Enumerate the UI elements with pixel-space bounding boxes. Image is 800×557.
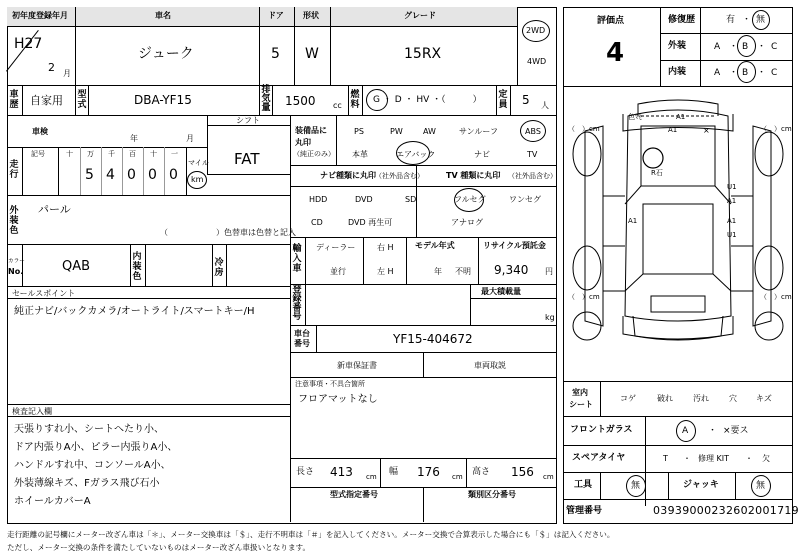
sales-point-label: セールスポイント [12,289,76,298]
ext-grade-c: C [771,42,778,52]
door-label: ドア [268,11,284,20]
diagram-mark-0: 色ﾏｾ [628,113,642,121]
car-name-label: 車名 [155,11,171,20]
diagram-cm-2: （ ）cm [568,293,600,301]
shift-value: FAT [234,150,260,168]
seat-opt-yabure: 破れ [657,394,673,403]
spare-opt-kit: 修理 KIT [698,454,730,463]
inspection-line-0: 天張りすれ小、シートへたり小、 [14,424,164,435]
int-grade-sep1: ・ [729,68,739,78]
recycle-value: 9,340 [494,263,529,277]
inspection-line-3: 外装薄線キズ、Fガラス飛び石小 [14,478,160,489]
notes-value: フロアマットなし [298,394,378,405]
int-grade-sep2: ・ [757,68,767,78]
sales-point-value: 純正ナビ/バックカメラ/オートライト/スマートキー/H [14,306,255,317]
notes-label: 注意事項・不具合箇所 [295,380,365,388]
equip-navi: ナビ [474,150,490,159]
seat-opt-koge: コゲ [620,394,636,403]
navi-dvd-play: DVD 再生可 [348,218,393,227]
tv-oneseg: ワンセグ [509,195,541,204]
front-glass-a: A [682,426,689,436]
spare-opt-t: T [663,454,668,463]
repair-opt-no: 無 [756,15,766,25]
jack-value: 無 [756,481,766,491]
displacement-label: 排 気 量 [261,85,271,113]
int-grade-a: A [714,68,721,78]
spare-opt-sep2: ・ [745,454,753,463]
warranty-removed: 車両取説 [474,361,506,370]
length-unit: cm [366,473,377,481]
shaken-year-unit: 年 [130,134,138,143]
header-label-band [7,7,517,26]
repair-opt-sep: ・ [742,15,752,25]
equip-abs: ABS [525,127,541,136]
digit-value-1: 5 [85,167,94,183]
max-load-unit: kg [545,313,555,322]
score-value: 4 [606,38,625,68]
jack-label: ジャッキ [683,480,719,490]
chassis-value: YF15-404672 [393,332,473,346]
management-value: 0393900023260200171​9 [653,504,799,517]
inspection-label: 検査記入欄 [12,407,52,416]
color-no-label-2: No. [8,267,24,276]
tools-value: 無 [631,481,641,491]
shift-label: シフト [236,116,260,125]
ac-label: 冷 房 [214,258,224,278]
displacement-value: 1500 [285,94,316,108]
shaken-month-unit: 月 [186,134,194,143]
height-value: 156 [511,465,534,479]
digit-value-2: 4 [106,167,115,183]
int-grade-c: C [771,68,778,78]
diagram-mark-5: U1 [727,183,737,191]
exterior-color-label: 外 装 色 [9,206,19,236]
fuel-options: G ・ D ・ HV ・（ ） [373,95,482,105]
navi-hdd: HDD [309,195,328,204]
recycle-unit: 円 [545,267,553,276]
length-label: 長さ [296,467,315,477]
digit-label-4: 十 [150,150,157,158]
seat-opt-kizu: キズ [756,394,772,403]
equip-aw: AW [423,127,436,136]
first-reg-month: 2 [48,61,55,74]
first-reg-label: 初年度登録年月 [12,11,68,20]
equip-leather: 本革 [352,150,368,159]
exterior-grade-label: 外装 [668,41,687,51]
footer-line-1: 走行距離の記号欄にメーター改ざん車は「＊」、メーター交換車は「＄」、走行不明車は「＃」を記入してください。メーター交換で合算表示した場合にも「＄」は記入ください。 [7,530,615,539]
max-load-label: 最大積載量 [481,287,521,296]
color-no-label-1: カラー [8,257,25,265]
recycle-label: リサイクル預託金 [483,241,546,250]
capacity-unit: 人 [541,101,549,110]
equipment-label-2: 丸印 [295,138,311,147]
registration-label: 登 録 番 号 [292,285,302,322]
equip-tv: TV [527,150,538,159]
inspection-line-2: ハンドルすれ中、コンソールA小、 [14,460,171,471]
width-label: 幅 [389,467,399,477]
front-glass-label: フロントガラス [570,425,633,435]
height-label: 高さ [472,467,491,477]
digit-value-5: 0 [169,167,178,183]
chassis-label-2: 番号 [294,339,310,348]
import-dealer: ディーラー [316,243,356,252]
ext-grade-sep1: ・ [729,42,739,52]
digit-label-5: 一 [171,150,178,158]
first-reg-month-unit: 月 [63,69,71,78]
import-parallel: 並行 [330,267,346,276]
management-label: 管理番号 [566,506,603,516]
mileage-mark-label: 記号 [31,150,45,158]
diagram-cm-0: （ ）cm [568,125,600,133]
drive-4wd: 4WD [527,57,547,66]
katashiki-value: DBA-YF15 [134,93,192,107]
spare-tire-label: スペアタイヤ [572,453,626,463]
navi-sd: SD [405,195,417,204]
navi-dvd: DVD [355,195,373,204]
tv-sub: （社外品含む） [508,172,557,180]
car-name-value: ジューク [138,46,194,62]
width-value: 176 [417,465,440,479]
tv-label: TV 種類に丸印 [446,171,501,180]
digit-label-1: 万 [87,150,94,158]
diagram-mark-3: A1 [668,126,678,134]
diagram-mark-1: A1 [676,113,686,121]
interior-color-label: 内 装 色 [132,252,142,282]
seat-opt-ana: 穴 [729,394,737,403]
interior-seat-label-1: 室内 [572,388,588,397]
capacity-label: 定 員 [498,90,508,110]
import-right-h: 右 H [377,243,394,252]
digit-label-2: 千 [108,150,115,158]
ext-grade-b: B [742,42,749,52]
equip-ps: PS [354,127,364,136]
seat-opt-yogore: 汚れ [693,394,709,403]
displacement-unit: cc [333,101,342,110]
diagram-mark-2: × [703,126,710,135]
exterior-color-note: （ ）色替車は色替と記入 [160,228,296,237]
diagram-cm-3: （ ）cm [760,293,792,301]
tv-fullseg: フルセグ [454,195,486,204]
digit-label-3: 百 [129,150,136,158]
int-grade-b: B [742,68,749,78]
digit-label-0: 十 [66,150,73,158]
drive-2wd: 2WD [526,26,546,35]
model-year-label: モデル年式 [415,241,455,250]
digit-value-4: 0 [148,167,157,183]
spare-opt-sep1: ・ [683,454,691,463]
equip-pw: PW [390,127,403,136]
height-unit: cm [543,473,554,481]
first-reg-era: H27 [14,36,43,52]
fuel-label: 燃 料 [350,90,360,110]
mileage-unit-km: km [191,175,204,184]
warranty-new-car: 新車保証書 [337,361,377,370]
equip-airbag: エアバック [396,150,436,159]
diagram-mark-6: A1 [727,197,737,205]
width-unit: cm [452,473,463,481]
interior-seat-label-2: シート [569,400,593,409]
equipment-label-3: （純正のみ） [293,150,335,158]
capacity-value: 5 [522,93,530,107]
designation-label: 型式指定番号 [330,490,378,499]
grade-value: 15RX [404,46,442,62]
model-year-value: 不明 [455,267,471,276]
tv-analog: アナログ [451,218,483,227]
repair-label: 修復歴 [668,15,696,25]
ext-grade-sep2: ・ [757,42,767,52]
tools-label: 工具 [574,480,593,490]
score-label: 評価点 [597,16,625,26]
navi-label: ナビ種類に丸印 [320,171,376,180]
navi-cd: CD [311,218,323,227]
import-label: 輸 入 車 [292,244,302,274]
equip-sunroof: サンルーフ [459,127,498,136]
mileage-label: 走 行 [9,160,19,180]
ext-grade-a: A [714,42,721,52]
shape-label: 形状 [303,11,319,20]
shareki-value: 自家用 [30,94,63,107]
category-label: 類別区分番号 [468,490,516,499]
diagram-mark-7: A1 [628,217,638,225]
door-value: 5 [271,46,280,62]
model-year-unit: 年 [434,267,442,276]
footer-line-2: ただし、メーター交換の条件を満たしていないものはメーター改ざん車扱いとなります。 [7,543,311,552]
chassis-label-1: 車台 [294,329,310,338]
mileage-unit-mile: マイル [188,159,209,167]
equipment-label-1: 装備品に [295,126,327,135]
exterior-color-value: パール [38,203,71,216]
color-no-value: QAB [62,259,91,274]
diagram-cm-1: （ ）cm [760,125,792,133]
navi-sub: （社外品含む） [375,172,424,180]
diagram-mark-4: R石 [651,169,663,177]
shareki-label: 車 歴 [9,90,19,110]
digit-value-3: 0 [127,167,136,183]
length-value: 413 [330,465,353,479]
grade-label: グレード [404,11,436,20]
interior-grade-label: 内装 [668,67,687,77]
katashiki-label: 型 式 [77,90,87,110]
diagram-mark-9: A1 [727,217,737,225]
repair-opt-yes: 有 [726,15,736,25]
shape-value: W [305,46,319,62]
front-glass-replace: ×要ス [723,426,749,436]
inspection-line-1: ドア内張りA小、ピラー内張りA小、 [14,442,178,453]
front-glass-sep: ・ [708,426,718,436]
shaken-label: 車検 [32,127,48,136]
diagram-mark-8: U1 [727,231,737,239]
inspection-line-4: ホイールカバーA [14,496,91,507]
import-left-h: 左 H [377,267,394,276]
spare-opt-missing: 欠 [762,454,770,463]
